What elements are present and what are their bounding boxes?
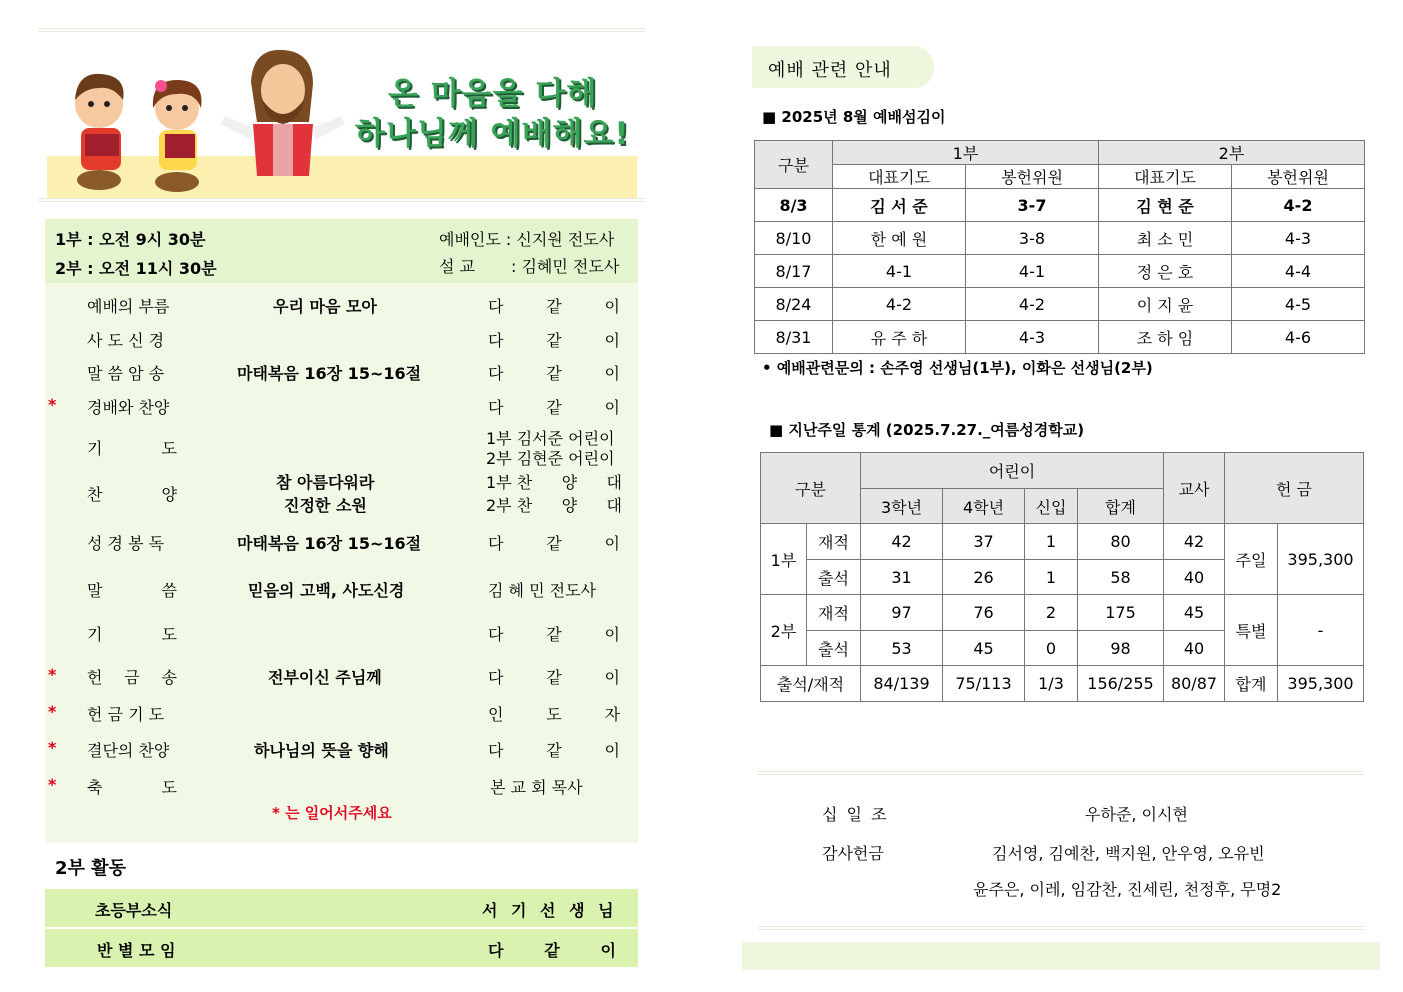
offering-value: 395,300: [1278, 666, 1364, 702]
row-label: 재적: [807, 595, 861, 631]
top-divider: [38, 28, 645, 32]
order-name: 예배의 부름: [87, 297, 170, 316]
cell: 53: [861, 631, 943, 666]
order-name-offering-song: 헌 금 송: [87, 668, 177, 687]
col-new: 신입: [1025, 489, 1078, 524]
col-grade4: 4학년: [943, 489, 1025, 524]
cell: 80: [1078, 524, 1164, 560]
order-who-line2: 2부 찬 양 대: [486, 496, 622, 515]
service-time-2: 2부 : 오전 11시 30분: [55, 259, 217, 278]
service-time-1: 1부 : 오전 9시 30분: [55, 230, 206, 249]
col-sum: 합계: [1078, 489, 1164, 524]
cell: 1: [1025, 560, 1078, 595]
cell: 175: [1078, 595, 1164, 631]
cell: 156/255: [1078, 666, 1164, 702]
activity-who: 다 같 이: [488, 941, 616, 960]
stand-marker: *: [48, 702, 57, 721]
offer-2: 4-3: [1232, 222, 1365, 255]
serve-title: ■ 2025년 8월 예배섬김이: [762, 108, 946, 126]
order-title: 전부이신 주님께: [268, 668, 382, 687]
col-prayer: 대표기도: [833, 165, 966, 189]
table-row: [755, 321, 1365, 354]
order-title: 우리 마음 모아: [273, 297, 377, 316]
offer-2: 4-6: [1232, 321, 1365, 354]
banner-title-line1: 온 마음을 다해: [388, 76, 598, 112]
order-who: 다 같 이: [488, 364, 620, 383]
thanks-names-line1: 김서영, 김예찬, 백지원, 안우영, 오유빈: [992, 844, 1265, 863]
offer-2: 4-4: [1232, 255, 1365, 288]
order-who-line1: 1부 김서준 어린이: [486, 429, 615, 448]
order-who: 다 같 이: [488, 534, 620, 553]
date: 8/24: [755, 288, 833, 321]
offer-1: 4-1: [966, 255, 1099, 288]
cell: 31: [861, 560, 943, 595]
col-offering: 헌 금: [1225, 453, 1364, 524]
order-who: 본 교 회 목사: [490, 778, 583, 797]
tithe-label: 십 일 조: [822, 805, 889, 824]
prayer-1: 4-2: [833, 288, 966, 321]
prayer-1: 유 주 하: [833, 321, 966, 354]
order-who: 다 같 이: [488, 331, 620, 350]
stand-marker: *: [48, 738, 57, 757]
order-name-sermon: 말 씀: [87, 581, 177, 600]
table-row: [755, 255, 1365, 288]
stand-marker: *: [48, 665, 57, 684]
table-row: [755, 222, 1365, 255]
thanks-names-line2: 윤주은, 이레, 임감찬, 진세린, 천정후, 무명2: [973, 880, 1282, 899]
worship-leader: 예배인도 : 신지원 전도사: [439, 230, 615, 249]
offering-divider-top: [758, 771, 1364, 775]
col-group: 구분: [761, 453, 861, 524]
stand-note: * 는 일어서주세요: [272, 804, 392, 822]
cell: 37: [943, 524, 1025, 560]
order-name: 헌 금 기 도: [87, 705, 165, 724]
activity-who: 서 기 선 생 님: [482, 901, 618, 920]
date: 8/17: [755, 255, 833, 288]
offer-2: 4-5: [1232, 288, 1365, 321]
order-who: 다 같 이: [488, 668, 620, 687]
serve-table: [754, 140, 1365, 354]
offer-1: 3-8: [966, 222, 1099, 255]
col-offer: 봉헌위원: [966, 165, 1099, 189]
row-label: 출석: [807, 631, 861, 666]
cell: 84/139: [861, 666, 943, 702]
cell: 75/113: [943, 666, 1025, 702]
order-title: 마태복음 16장 15~16절: [237, 364, 422, 383]
col-children: 어린이: [861, 453, 1164, 489]
cell: 45: [1164, 595, 1225, 631]
order-who-line2: 2부 김현준 어린이: [486, 449, 615, 468]
order-title-line1: 참 아름다워라: [276, 473, 375, 492]
order-who: 다 같 이: [488, 625, 620, 644]
order-name-prayer: 기 도: [87, 625, 177, 644]
offering-label: 합계: [1225, 666, 1278, 702]
activity-name: 반 별 모 임: [97, 941, 176, 960]
order-title: 마태복음 16장 15~16절: [237, 534, 422, 553]
order-name-prayer: 기 도: [87, 439, 177, 458]
cell: 1/3: [1025, 666, 1078, 702]
row-label: 재적: [807, 524, 861, 560]
offering-value: 395,300: [1278, 524, 1364, 595]
order-name: 결단의 찬양: [87, 741, 170, 760]
offering-value: -: [1278, 595, 1364, 666]
prayer-1: 한 예 원: [833, 222, 966, 255]
order-title: 하나님의 뜻을 향해: [254, 741, 389, 760]
col-part1: 1부: [833, 141, 1099, 165]
offer-1: 3-7: [966, 189, 1099, 222]
children-and-jesus-illustration: [47, 42, 347, 198]
offering-divider-bottom: [758, 926, 1364, 930]
prayer-2: 김 현 준: [1099, 189, 1232, 222]
cell: 0: [1025, 631, 1078, 666]
thanks-label: 감사헌금: [822, 844, 884, 863]
cell: 40: [1164, 560, 1225, 595]
col-prayer: 대표기도: [1099, 165, 1232, 189]
tithe-names: 우하준, 이시현: [1085, 805, 1188, 824]
stand-marker: *: [48, 775, 57, 794]
table-row: [755, 189, 1365, 222]
banner-title-line2: 하나님께 예배해요!: [355, 116, 630, 152]
stats-title: ■ 지난주일 통계 (2025.7.27._여름성경학교): [769, 421, 1085, 439]
prayer-2: 정 은 호: [1099, 255, 1232, 288]
order-name: 경배와 찬양: [87, 398, 170, 417]
order-who: 인 도 자: [488, 705, 620, 724]
cell: 2: [1025, 595, 1078, 631]
date: 8/31: [755, 321, 833, 354]
order-who: 다 같 이: [488, 741, 620, 760]
worship-banner: [47, 42, 637, 198]
row-label: 출석: [807, 560, 861, 595]
part-label: 2부: [761, 595, 807, 666]
order-name-benediction: 축 도: [87, 778, 177, 797]
cell: 58: [1078, 560, 1164, 595]
prayer-2: 조 하 임: [1099, 321, 1232, 354]
cell: 76: [943, 595, 1025, 631]
table-row: [761, 666, 1364, 702]
stats-table: [760, 452, 1364, 702]
col-teacher: 교사: [1164, 453, 1225, 524]
cell: 97: [861, 595, 943, 631]
order-who: 다 같 이: [488, 398, 620, 417]
prayer-1: 4-1: [833, 255, 966, 288]
order-who-line1: 1부 찬 양 대: [486, 473, 622, 492]
offer-2: 4-2: [1232, 189, 1365, 222]
table-row: [761, 595, 1364, 631]
part-label: 1부: [761, 524, 807, 595]
col-group: 구분: [755, 141, 833, 189]
cell: 80/87: [1164, 666, 1225, 702]
cell: 42: [1164, 524, 1225, 560]
cell: 26: [943, 560, 1025, 595]
date: 8/10: [755, 222, 833, 255]
table-row: [761, 524, 1364, 560]
contact-note: • 예배관련문의 : 손주영 선생님(1부), 이화은 선생님(2부): [762, 359, 1153, 377]
row-label: 출석/재적: [761, 666, 861, 702]
order-name: 사 도 신 경: [87, 331, 165, 350]
col-grade3: 3학년: [861, 489, 943, 524]
preacher-label: 설 교: [439, 257, 475, 276]
preacher: : 김혜민 전도사: [511, 257, 620, 276]
offer-1: 4-3: [966, 321, 1099, 354]
footer-bar: [742, 942, 1380, 970]
order-name: 말 씀 암 송: [87, 364, 165, 383]
section-title: 예배 관련 안내: [768, 60, 892, 81]
banner-divider: [38, 198, 645, 202]
activity-name: 초등부소식: [95, 901, 173, 920]
order-name: 성 경 봉 독: [87, 534, 165, 553]
table-row: [755, 288, 1365, 321]
cell: 42: [861, 524, 943, 560]
cell: 1: [1025, 524, 1078, 560]
prayer-2: 이 지 윤: [1099, 288, 1232, 321]
stand-marker: *: [48, 395, 57, 414]
order-title: 믿음의 고백, 사도신경: [248, 581, 405, 600]
prayer-2: 최 소 민: [1099, 222, 1232, 255]
prayer-1: 김 서 준: [833, 189, 966, 222]
col-offer: 봉헌위원: [1232, 165, 1365, 189]
offering-label: 특별: [1225, 595, 1278, 666]
date: 8/3: [755, 189, 833, 222]
activity-title: 2부 활동: [55, 858, 126, 879]
order-who: 김 혜 민 전도사: [488, 581, 596, 600]
offering-label: 주일: [1225, 524, 1278, 595]
cell: 45: [943, 631, 1025, 666]
cell: 40: [1164, 631, 1225, 666]
offer-1: 4-2: [966, 288, 1099, 321]
cell: 98: [1078, 631, 1164, 666]
order-name-praise: 찬 양: [87, 485, 177, 504]
order-who: 다 같 이: [488, 297, 620, 316]
col-part2: 2부: [1099, 141, 1365, 165]
order-title-line2: 진정한 소원: [284, 496, 367, 515]
